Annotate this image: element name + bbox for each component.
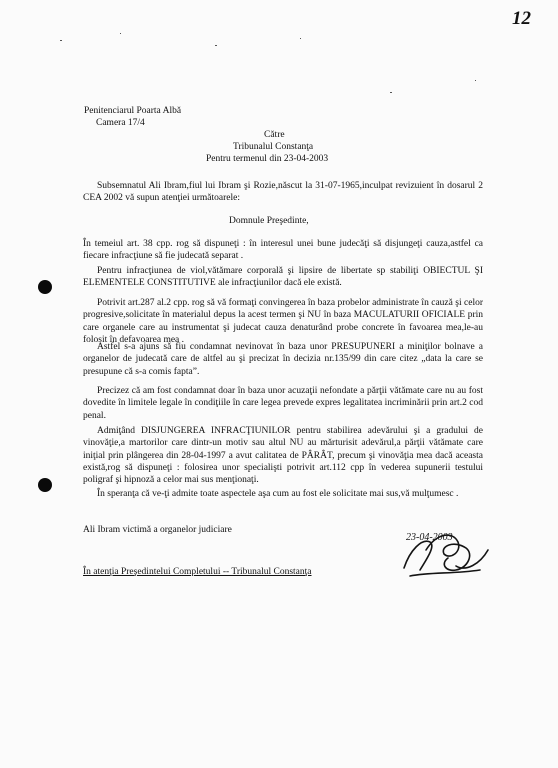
handwritten-signature	[396, 520, 496, 586]
sender-room: Camera 17/4	[96, 118, 145, 128]
body-paragraph-5: Precizez că am fost condamnat doar în baza unor acuzaţii nefondate a părţii vătămate care nu au fost dovedite în limitele legale în condiţiile în care legea prevede expres legalitatea incriminării prin art.2 cod penal.	[83, 386, 483, 421]
binder-hole-bottom	[38, 478, 52, 492]
scan-speck	[215, 45, 217, 46]
body-paragraph-6: Admiţând DISJUNGEREA INFRACŢIUNILOR pentru stabilirea adevărului şi a gradului de vinovăţie,a martorilor care dintr-un motiv sau altul NU au mărturisit adevărul,a părţii vătămate care iniţial prin plângerea din 28-04-1997 a avut calitatea de PÂRÂT, precum şi vinovăţia mea dacă aceasta există,rog să dispuneţi : folosirea unor specialişti potrivit art.112 cpp în vederea supunerii testului poligraf şi hipnoză a celor mai sus menţionaţi.	[83, 426, 483, 486]
binder-hole-top	[38, 280, 52, 294]
body-paragraph-1: În temeiul art. 38 cpp. rog să dispuneţi : în interesul unei bune judecăţi să disjungeţi cauza,astfel ca fiecare infracţiune să fie judecată separat .	[83, 239, 483, 262]
recipient-to: Către	[264, 130, 285, 140]
signature-date: 23-04-2003	[406, 532, 453, 543]
body-paragraph-4: Astfel s-a ajuns să fiu condamnat nevinovat în baza unor PRESUPUNERI a miniţilor bolnave a organelor de judecată care de altfel au şi precizat în decizia nr.135/99 din care citez „data la care se presupune că s-a comis fapta”.	[83, 342, 483, 377]
sender-institution: Penitenciarul Poarta Albă	[84, 106, 182, 116]
footer-addressee: În atenţia Preşedintelui Completului -- Tribunalul Constanţa	[83, 567, 312, 577]
recipient-term: Pentru termenul din 23-04-2003	[206, 154, 329, 164]
scan-speck	[120, 33, 121, 34]
scan-speck	[475, 80, 476, 81]
recipient-court: Tribunalul Constanţa	[233, 142, 314, 152]
intro-paragraph: Subsemnatul Ali Ibram,fiul lui Ibram şi Rozie,născut la 31-07-1965,inculpat revizuient în dosarul 2 CEA 2002 vă supun atenţiei următoarele:	[83, 181, 483, 204]
scan-speck	[60, 40, 62, 41]
page-number: 12	[512, 8, 531, 29]
scan-speck	[300, 38, 301, 39]
body-paragraph-3: Potrivit art.287 al.2 cpp. rog să vă formaţi convingerea în baza probelor administrate în cauză şi celor progresive,solicitate în materialul depus la acest termen şi NU în baza MACULATURII OFICIALE prin care organele care au instrumentat şi judecat cauza denaturând probe concrete în favoarea mea,le-au folosit în defavoarea mea .	[83, 298, 483, 345]
body-paragraph-7: În speranţa că ve-ţi admite toate aspectele aşa cum au fost ele solicitate mai sus,vă mulţumesc .	[97, 489, 459, 499]
closing-signature-name: Ali Ibram victimă a organelor judiciare	[83, 525, 232, 535]
body-paragraph-2: Pentru infracţiunea de viol,vătămare corporală şi lipsire de libertate sp stabiliţi OBIECTUL ŞI ELEMENTELE CONSTITUTIVE ale infracţiunilor dacă ele există.	[83, 266, 483, 289]
scan-speck	[390, 92, 392, 93]
salutation: Domnule Preşedinte,	[229, 216, 309, 226]
